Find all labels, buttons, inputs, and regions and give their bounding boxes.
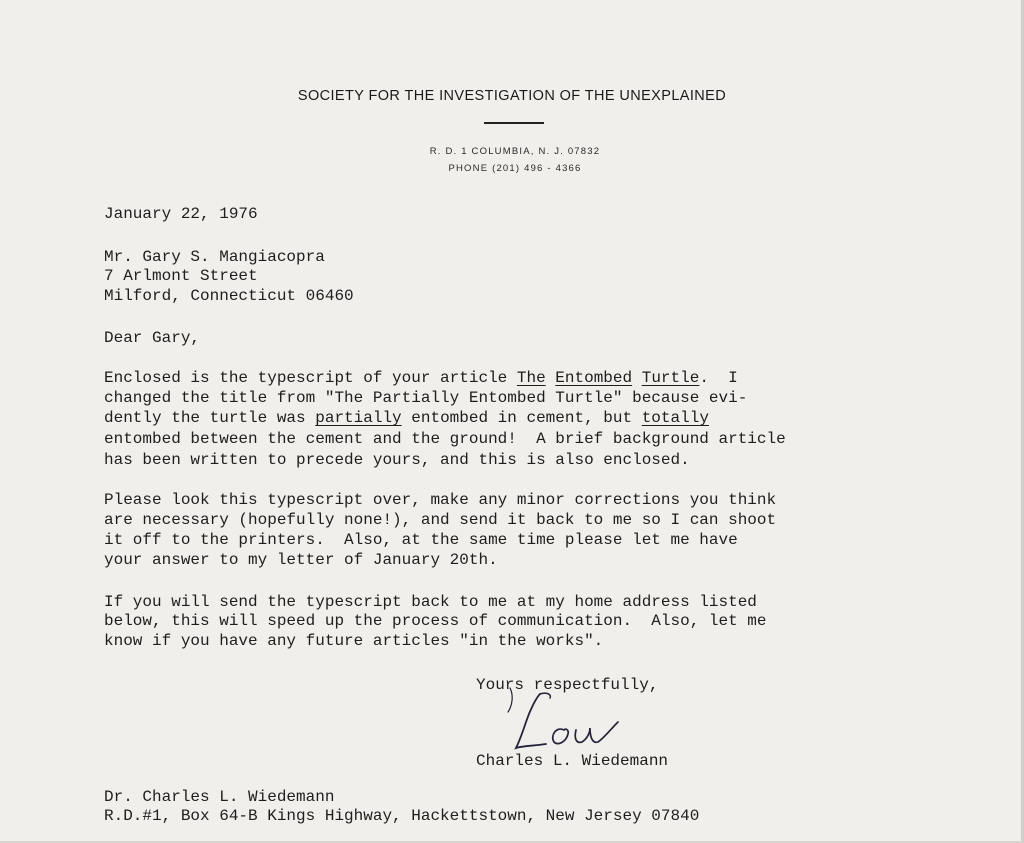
salutation: Dear Gary, — [104, 329, 201, 347]
handwritten-signature — [506, 686, 636, 754]
body-text: Enclosed is the typescript of your article — [104, 369, 517, 387]
paragraph-3-line-2: below, this will speed up the process of communication. Also, let me — [104, 612, 767, 630]
letter-date: January 22, 1976 — [104, 205, 258, 223]
body-text: . I — [699, 369, 738, 387]
article-title-word: Turtle — [641, 369, 700, 387]
recipient-street: 7 Arlmont Street — [104, 267, 258, 285]
body-text: dently the turtle was — [104, 409, 316, 427]
paragraph-3-line-3: know if you have any future articles "in the works". — [104, 632, 604, 650]
emphasis-partially: partially — [315, 409, 402, 427]
closing: Yours respectfully, — [476, 676, 659, 694]
paragraph-3-line-1: If you will send the typescript back to me at my home address listed — [104, 593, 757, 611]
paragraph-2-line-2: are necessary (hopefully none!), and send it back to me so I can shoot — [104, 511, 777, 529]
letterhead-address: R. D. 1 COLUMBIA, N. J. 07832 — [429, 146, 601, 157]
recipient-name: Mr. Gary S. Mangiacopra — [104, 248, 325, 266]
letterhead-divider — [484, 122, 544, 124]
letterhead-organization: SOCIETY FOR THE INVESTIGATION OF THE UNEXPLAINED — [297, 88, 727, 104]
paragraph-1-line-3 — [104, 408, 709, 428]
recipient-city: Milford, Connecticut 06460 — [104, 287, 354, 305]
emphasis-totally: totally — [641, 409, 709, 427]
paragraph-1-line-5: has been written to precede yours, and this is also enclosed. — [104, 451, 690, 469]
paragraph-1-line-2: changed the title from "The Partially Entombed Turtle" because evi- — [104, 389, 748, 407]
signer-name: Charles L. Wiedemann — [476, 752, 669, 770]
letterhead-phone: PHONE (201) 496 - 4366 — [448, 163, 582, 174]
body-text: entombed in cement, but — [401, 409, 642, 427]
paragraph-2-line-3: it off to the printers. Also, at the same time please let me have — [104, 531, 738, 549]
article-title-word: Entombed — [555, 369, 633, 387]
article-title-word: The — [516, 369, 546, 387]
paragraph-1-line-1 — [104, 368, 738, 388]
paragraph-1-line-4: entombed between the cement and the ground! A brief background article — [104, 430, 786, 448]
paragraph-2-line-1: Please look this typescript over, make any minor corrections you think — [104, 491, 777, 509]
sender-address: R.D.#1, Box 64-B Kings Highway, Hackettstown, New Jersey 07840 — [104, 807, 700, 825]
sender-name: Dr. Charles L. Wiedemann — [104, 788, 335, 806]
paragraph-2-line-4: your answer to my letter of January 20th. — [104, 551, 498, 569]
